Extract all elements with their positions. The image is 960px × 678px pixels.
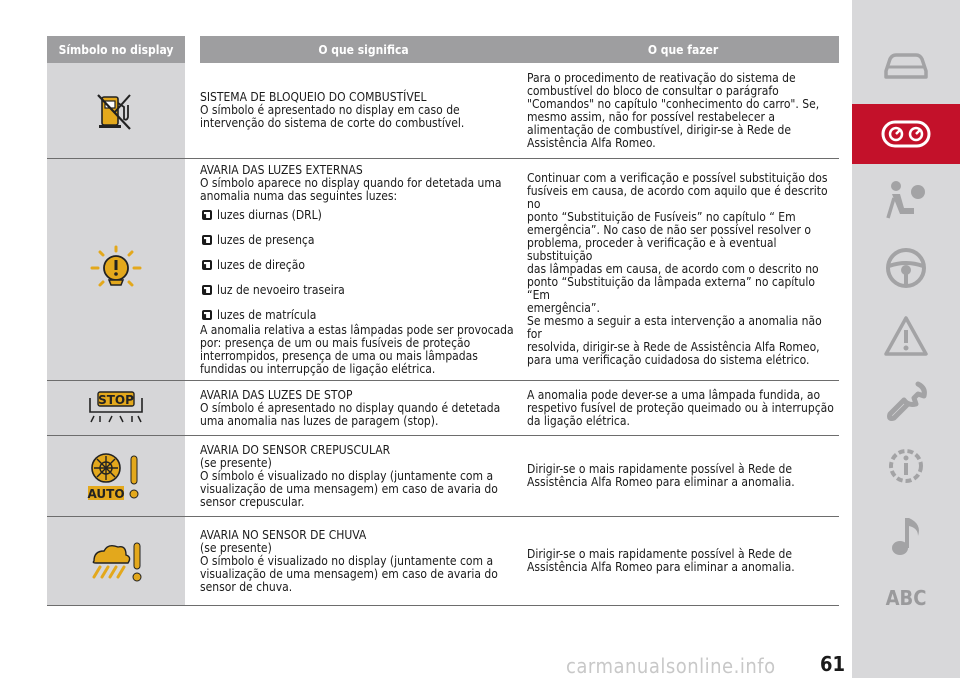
bullet-text: luzes diurnas (DRL) [217,207,322,222]
checkbox-bullet-icon [202,210,212,220]
car-icon [882,49,930,83]
action-text: Continuar com a verificação e possível substituição dos fusíveis em causa, de acordo com aquilo que é descrito no ponto “Substituição de Fusíveis” no capítulo “ Em emergência”. No caso de não ser possível resolver o problema, proceder à verificação e à eventual substituição das lâmpadas em causa, de acordo com o descrito no ponto “Substituição da lâmpada externa” no capítulo “Em emergência”. Se mesmo a seguir a esta intervenção a anomalia não for resolvida, dirigir-se à Rede de Assistência Alfa Romeo, para uma verificação cuidadosa do sistema elétrico. [527,171,828,367]
checkbox-bullet-icon [202,235,212,245]
action-cell [527,517,839,605]
symbol-cell [47,517,185,605]
wrench-icon [884,380,928,424]
action-text: Dirigir-se o mais rapidamente possível à Rede de Assistência Alfa Romeo para eliminar a anomalia. [527,547,795,574]
meaning-cell [185,436,527,516]
symbol-cell [47,381,185,435]
sidebar-item-driving[interactable] [852,238,960,298]
sidebar-item-emergency[interactable] [852,372,960,432]
sidebar-item-safety[interactable] [852,170,960,230]
warning-symbols-table [47,36,839,606]
stop-icon-label: STOP [98,393,134,407]
meaning-outro-text: A anomalia relativa a estas lâmpadas pode ser provocada por: presença de um ou mais fusíveis de proteção interrompidos, presença de uma ou mais lâmpadas fundidas ou interrupção de ligação elétrica. [200,322,514,376]
action-text: Para o procedimento de reativação do sistema de combustível do bloco de consultar o parágrafo "Comandos" no capítulo "conhecimento do carro". Se, mesmo assim, não for possível restabelecer a alimentação de combustível, dirigir-se à Rede de Assistência Alfa Romeo. [527,70,820,150]
list-item [202,284,517,297]
symbol-cell [47,436,185,516]
watermark: carmanualsonline.info [566,654,776,678]
warning-triangle-icon [883,315,929,357]
meaning-cell [185,517,527,605]
list-item [202,209,517,222]
checkbox-bullet-icon [202,260,212,270]
header-action: O que fazer [527,36,839,63]
action-cell [527,159,839,380]
sidebar-item-warnings[interactable] [852,306,960,366]
table-header [47,36,839,63]
table-row [47,517,839,606]
sidebar-item-index[interactable] [852,568,960,628]
checkbox-bullet-icon [202,285,212,295]
bullet-text: luzes de matrícula [217,307,317,322]
table-row [47,159,839,381]
airbag-seat-icon [884,178,928,222]
dashboard-icon [881,119,931,149]
music-note-icon [888,514,924,558]
action-cell [527,381,839,435]
meaning-cell [185,63,527,158]
meaning-intro-text: AVARIA DAS LUZES EXTERNAS O símbolo aparece no display quando for detetada uma anomalia numa das seguintes luzes: [200,162,502,203]
auto-icon-label: AUTO [87,487,125,501]
meaning-cell [185,381,527,435]
steering-wheel-icon [884,246,928,290]
meaning-text: SISTEMA DE BLOQUEIO DO COMBUSTÍVEL O símbolo é apresentado no display em caso de intervenção do sistema de corte do combustível. [200,90,465,130]
chapter-sidebar [852,0,960,678]
bullet-text: luzes de direção [217,257,305,272]
meaning-text: AVARIA DAS LUZES DE STOP O símbolo é apresentado no display quando é detetada uma anomalia nas luzes de paragem (stop). [200,387,501,428]
table-row [47,436,839,517]
rain-sensor-failure-icon [88,539,144,583]
sidebar-item-multimedia[interactable] [852,506,960,566]
action-cell [527,436,839,516]
sidebar-item-maintenance[interactable] [852,436,960,496]
meaning-text: AVARIA DO SENSOR CREPUSCULAR (se presente) O símbolo é visualizado no display (juntamente com a visualização de uma mensagem) em caso de avaria do sensor crepuscular. [200,442,498,509]
list-item [202,259,517,272]
action-text: A anomalia pode dever-se a uma lâmpada fundida, ao respetivo fusível de proteção queimado ou à interrupção da ligação elétrica. [527,387,834,428]
list-item [202,309,517,322]
fuel-cut-off-icon [94,91,138,131]
bullet-text: luz de nevoeiro traseira [217,282,345,297]
header-meaning: O que significa [200,36,527,63]
symbol-cell [47,63,185,158]
list-item [202,234,517,247]
page-number: 61 [819,652,845,676]
abc-index-label: ABC [885,586,927,610]
action-cell [527,63,839,158]
bullet-text: luzes de presença [217,232,315,247]
action-text: Dirigir-se o mais rapidamente possível à Rede de Assistência Alfa Romeo para eliminar a anomalia. [527,462,795,489]
meaning-text: AVARIA NO SENSOR DE CHUVA (se presente) O símbolo é visualizado no display (juntamente com a visualização de uma mensagem) em caso de avaria do sensor de chuva. [200,527,498,594]
symbol-cell [47,159,185,380]
checkbox-bullet-icon [202,310,212,320]
info-gear-icon [884,444,928,488]
exterior-light-failure-icon [89,245,143,295]
header-symbol: Símbolo no display [47,36,185,63]
table-row [47,63,839,159]
stop-light-failure-icon [84,390,148,426]
table-row [47,381,839,436]
sidebar-item-dashboard[interactable] [852,104,960,164]
twilight-sensor-failure-icon [86,448,146,504]
sidebar-item-car[interactable] [852,36,960,96]
meaning-cell [185,159,527,380]
